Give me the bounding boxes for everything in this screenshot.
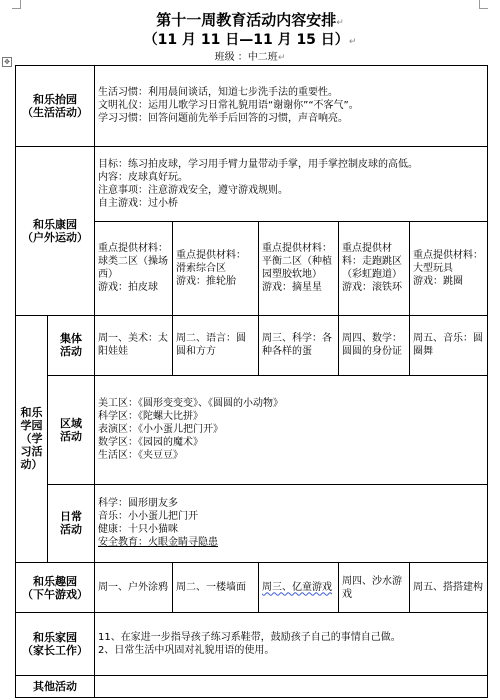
- life-content: 生活习惯：利用晨间谈话，知道七步洗手法的重要性。 文明礼仪：运用儿歌学习日常礼貌用语“谢谢你”“不客气”。 学习习惯：回答问题前先举手后回答的习惯，声音响亮。: [95, 66, 488, 147]
- row-family: [16, 613, 488, 675]
- daily-activity-label: 日常 活动: [48, 484, 95, 562]
- afternoon-day-fri: 周五、搭搭建构: [410, 563, 488, 613]
- area-activity-content: 美工区：《圆形变变变》、《圆圆的小动物》 科学区：《陀螺大比拼》 表演区：《小小蛋儿把门开》 数学区：《园园的魔术》 生活区：《夹豆豆》: [95, 375, 488, 484]
- afternoon-day-tue: 周二、一楼墙面: [173, 563, 259, 613]
- row-life: [16, 66, 488, 147]
- group-day-fri: 周五、音乐：圆圈舞: [410, 315, 488, 375]
- page-corner-mark: [12, 0, 21, 9]
- group-day-tue: 周二、语言：圆圆和方方: [173, 315, 259, 375]
- outdoor-day-wed: 重点提供材料：平衡二区（种植园塑胶软地） 游戏：摘星星: [259, 221, 339, 315]
- other-label: 其他活动: [16, 675, 95, 697]
- family-content: 11、在家进一步指导孩子练习系鞋带，鼓励孩子自己的事情自己做。 2、日常生活中巩固对礼貌用语的使用。: [95, 613, 488, 675]
- outdoor-day-tue: 重点提供材料：滑索综合区 游戏：推轮胎: [173, 221, 259, 315]
- life-label: 和乐抬园 （生活活动）: [16, 66, 95, 147]
- afternoon-label: 和乐趣园 （下午游戏）: [16, 563, 95, 613]
- row-learning-daily: [16, 484, 488, 562]
- row-afternoon: [16, 563, 488, 613]
- daily-activity-content: 科学：圆形朋友多 音乐：小小蛋儿把门开 健康：十只小猫咪 安全教育：火眼金睛寻隐患: [95, 484, 488, 562]
- date-range: （11 月 11 日—11 月 15 日）↵: [143, 32, 357, 48]
- other-content: [95, 675, 488, 697]
- row-other: [16, 675, 488, 697]
- table-move-handle-icon[interactable]: ✥: [2, 57, 12, 67]
- outdoor-label: 和乐康园 （户外运动）: [16, 146, 95, 315]
- outdoor-day-thu: 重点提供材料：走跑跳区（彩虹跑道） 游戏：滚铁环: [339, 221, 410, 315]
- area-activity-label: 区域 活动: [48, 375, 95, 484]
- afternoon-day-wed: 周三、亿童游戏: [259, 563, 339, 613]
- schedule-table: [15, 65, 488, 698]
- class-line: 班级 ：中二班↵: [214, 52, 286, 63]
- family-label: 和乐家园 （家长工作）: [16, 613, 95, 675]
- row-learning-group: [16, 315, 488, 375]
- outdoor-day-fri: 重点提供材料：大型玩具 游戏：跳圈: [410, 221, 488, 315]
- page-corner-mark: [479, 0, 488, 9]
- page-title: 第十一周教育活动内容安排↵: [156, 11, 344, 29]
- row-outdoor-goal: [16, 146, 488, 221]
- group-day-wed: 周三、科学：各种各样的蛋: [259, 315, 339, 375]
- afternoon-day-thu: 周四、沙水游戏: [339, 563, 410, 613]
- group-activity-label: 集体 活动: [48, 315, 95, 375]
- afternoon-day-mon: 周一、户外涂鸦: [95, 563, 173, 613]
- learning-label: 和乐学园（学习活动）: [16, 315, 48, 563]
- outdoor-content: 目标：练习拍皮球，学习用手臂力量带动手掌，用手掌控制皮球的高低。 内容：皮球真好玩。 注意事项：注意游戏安全，遵守游戏规则。 自主游戏：过小桥: [95, 146, 488, 221]
- row-learning-area: [16, 375, 488, 484]
- group-day-mon: 周一、美术：太阳娃娃: [95, 315, 173, 375]
- group-day-thu: 周四、数学：圆圆的身份证: [339, 315, 410, 375]
- outdoor-day-mon: 重点提供材料：球类二区（操场西） 游戏：拍皮球: [95, 221, 173, 315]
